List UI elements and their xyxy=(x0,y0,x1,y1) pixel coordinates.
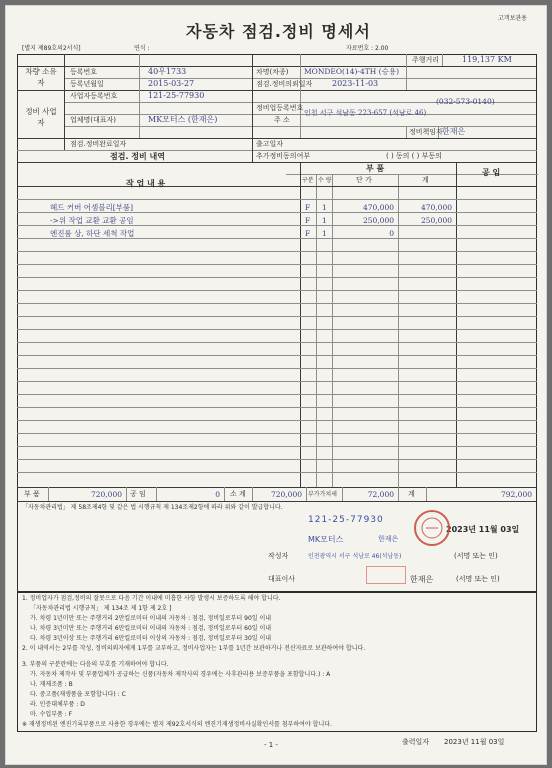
shop-phone: (032-573-0140) xyxy=(436,97,495,106)
row-2-qty: 1 xyxy=(322,216,327,225)
biz-stamp-owner: 한재은 xyxy=(378,535,399,543)
detail-header: 점검. 정비 내역 xyxy=(110,152,165,161)
rep-name: 한재은 xyxy=(410,575,434,584)
biz-stamp-number: 121-25-77930 xyxy=(308,515,384,525)
version-label: 자료번호 : 2.00 xyxy=(346,45,389,52)
shop-reg-label: 정비업등록번호 xyxy=(256,104,304,112)
document-title: 자동차 점검.정비 명세서 xyxy=(186,22,371,41)
note-line-5: 다. 차령 3년이상 또는 주행거리 6만킬로미터 이상의 자동차 : 점검, 정비일로부터 30일 이내 xyxy=(30,635,272,642)
address-label: 주 소 xyxy=(274,116,290,124)
biz-no-label: 사업자등록번호 xyxy=(70,92,118,100)
issue-date: 2023년 11월 03일 xyxy=(446,525,520,534)
row-2-work: ->위 작업 교환 교환 공임 xyxy=(50,216,134,225)
note-line-11: 라. 인증대체부품 : D xyxy=(30,701,85,708)
shop-name-value: MK모터스 (한재은) xyxy=(148,115,218,124)
biz-no-value: 121-25-77930 xyxy=(148,91,205,100)
writer-sign-label: (서명 또는 인) xyxy=(454,552,498,560)
row-1-unit: 470,000 xyxy=(362,203,394,212)
note-line-7: 3. 부품의 구분란에는 다음의 부호를 기재하여야 합니다. xyxy=(22,661,169,668)
law-statement: 「자동차관리법」 제 58조제4항 및 같은 법 시행규칙 제 134조제2항에 따라 위와 같이 발급합니다. xyxy=(22,504,283,511)
complete-date-label: 점검.정비완료일자 xyxy=(70,140,127,148)
note-line-6: 2. 이 내역서는 2부를 작성, 정비의뢰자에게 1부를 교부하고, 정비사업자는 1부를 1년간 보관하거나 전산자료로 보관하여야 합니다. xyxy=(22,645,366,652)
note-line-13: ※ 재생정비된 엔진기록부품으로 사용한 경우에는 별지 제92호서식의 엔진기재생정비사실확인서를 첨부하여야 합니다. xyxy=(22,721,332,728)
manager-label: 정비책임자 xyxy=(409,128,443,136)
total-parts-value: 720,000 xyxy=(90,490,122,499)
reg-no-label: 등록번호 xyxy=(70,68,98,76)
note-line-12: 마. 수입부품 : F xyxy=(30,711,73,718)
row-2-unit: 250,000 xyxy=(362,216,394,225)
biz-stamp-name: MK모터스 xyxy=(308,535,344,544)
release-date-label: 출고일자 xyxy=(256,140,284,148)
note-line-10: 다. 중고품(재생품을 포함합니다) : C xyxy=(30,691,126,698)
note-line-8: 가. 자동차 제작사 및 부품업체가 공급하는 신품(자동차 제작사의 경우에는 사후관리용 보증부품을 포함합니다.) : A xyxy=(30,671,331,678)
row-3-unit: 0 xyxy=(389,229,394,238)
total-labor-value: 0 xyxy=(215,490,220,499)
reg-date-label: 등록년월일 xyxy=(70,80,104,88)
row-1-type: F xyxy=(305,203,311,212)
total-parts-label: 부 품 xyxy=(24,490,40,498)
row-1-qty: 1 xyxy=(322,203,327,212)
note-line-4: 나. 차령 3년미만 또는 주행거리 6만킬로미터 이내의 자동차 : 점검, 정비일로부터 60일 이내 xyxy=(30,625,272,632)
inspect-date-value: 2023-11-03 xyxy=(332,79,379,88)
mileage-label: 주행거리 xyxy=(412,56,440,64)
sub-header-unit: 단 가 xyxy=(356,176,372,184)
print-date-label: 출력일자 xyxy=(402,738,430,746)
note-line-9: 나. 재제조품 : B xyxy=(30,681,73,688)
round-seal xyxy=(414,510,450,546)
work-header: 작 업 내 용 xyxy=(126,179,166,188)
grand-total-value: 792,000 xyxy=(500,490,532,499)
reg-date-value: 2015-03-27 xyxy=(148,79,195,88)
model-value: MONDEO(14)-4TH (승용) xyxy=(304,67,399,76)
total-labor-label: 공 임 xyxy=(130,490,146,498)
vat-label: 부가가치세 xyxy=(308,491,337,498)
row-2-type: F xyxy=(305,216,311,225)
parts-header: 부 품 xyxy=(366,164,385,173)
row-3-type: F xyxy=(305,229,311,238)
row-3-qty: 1 xyxy=(322,229,327,238)
serial-label: 연식 : xyxy=(134,45,150,52)
writer-label: 작성자 xyxy=(268,552,289,560)
statement-paper xyxy=(5,5,547,765)
rep-sign-label: (서명 또는 인) xyxy=(456,575,500,583)
vat-value: 72,000 xyxy=(367,490,394,499)
row-3-work: 엔진룸 상, 하단 세척 작업 xyxy=(50,229,135,238)
copy-tag: 고객보관용 xyxy=(498,15,527,22)
address-value: 인천 서구 석남동 223-657 (석남로 46) xyxy=(304,109,427,117)
owner-section-label: 차량 소유자 xyxy=(25,67,57,87)
mileage-value: 119,137 KM xyxy=(462,55,512,64)
row-2-sum: 250,000 xyxy=(420,216,452,225)
shop-name-label: 업체명(대표자) xyxy=(70,116,117,124)
note-line-2: 「자동차관리법 시행규칙」 제 134조 제 1항 제 2호 ] xyxy=(30,605,172,612)
reg-no-value: 40우1733 xyxy=(148,67,187,76)
sub-header-qty: 수 량 xyxy=(318,177,332,184)
subtotal-label: 소 계 xyxy=(230,490,246,498)
grand-total-label: 계 xyxy=(408,490,415,498)
consent-value: ( ) 동의 ( ) 부동의 xyxy=(386,152,442,160)
form-reference: [별지 제89호의2서식] xyxy=(22,45,81,52)
inspect-date-label: 점검.정비의뢰일자 xyxy=(256,80,313,88)
rep-label: 대표이사 xyxy=(268,575,296,583)
company-seal xyxy=(366,566,406,584)
biz-stamp-address: 인천광역시 서구 석남로 46(석남동) xyxy=(308,553,402,560)
row-1-sum: 470,000 xyxy=(420,203,452,212)
note-line-1: 1. 정비업자가 점검,정비의 잘못으로 다음 기간 이내에 미흡한 사항 발생시 보증하도록 해야 합니다. xyxy=(22,595,281,602)
page-number: - 1 - xyxy=(264,741,278,749)
labor-header: 공 임 xyxy=(482,168,501,177)
consent-label: 추가정비동의여부 xyxy=(256,152,311,160)
sub-header-type: 구분 xyxy=(302,177,314,184)
manager-value: 한재은 xyxy=(442,127,466,136)
model-label: 차명(차종) xyxy=(256,68,289,76)
print-date-value: 2023년 11월 03일 xyxy=(444,738,505,746)
sub-header-sum: 계 xyxy=(422,176,429,184)
shop-section-label: 정비 사업자 xyxy=(25,107,57,127)
row-1-work: 헤드 커버 어셈블리[부품] xyxy=(50,203,134,212)
note-line-3: 가. 차령 1년미만 또는 주행거리 2만킬로미터 이내의 자동차 : 점검, 정비일로부터 90일 이내 xyxy=(30,615,272,622)
subtotal-value: 720,000 xyxy=(270,490,302,499)
